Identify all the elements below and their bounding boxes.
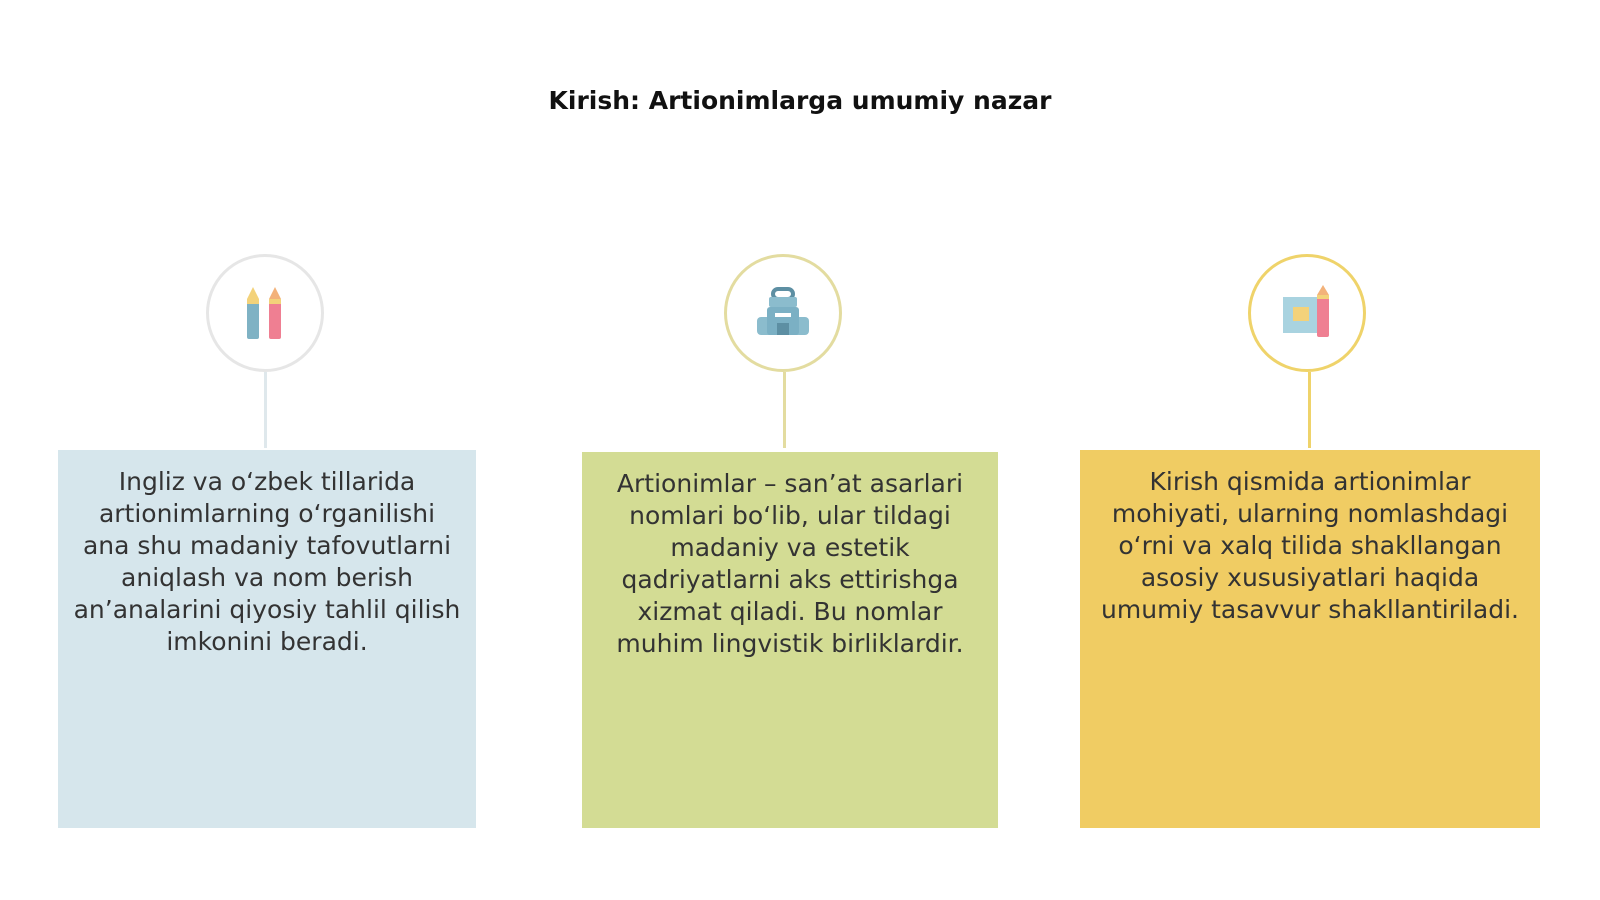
info-card <box>58 450 476 828</box>
backpack-icon <box>753 283 813 343</box>
connector-line <box>264 372 267 448</box>
canvas-pencil-icon <box>1277 283 1337 343</box>
canvas-pencil-icon-circle <box>1248 254 1366 372</box>
info-card <box>1080 450 1540 828</box>
connector-line <box>783 372 786 448</box>
info-card <box>582 452 998 828</box>
connector-line <box>1308 372 1311 448</box>
card-text: Ingliz va o‘zbek tillarida artionimlarning o‘rganilishi ana shu madaniy tafovutlarni aniqlash va nom berish an’analarini qiyosiy tahlil qilish imkonini beradi. <box>73 467 461 656</box>
card-text: Kirish qismida artionimlar mohiyati, ularning nomlashdagi o‘rni va xalq tilida shakllangan asosiy xususiyatlari haqida umumiy tasavvur shakllantiriladi. <box>1101 467 1519 624</box>
page-title: Kirish: Artionimlarga umumiy nazar <box>548 86 1052 115</box>
pencils-icon-circle <box>206 254 324 372</box>
backpack-icon-circle <box>724 254 842 372</box>
card-text: Artionimlar – san’at asarlari nomlari bo‘lib, ular tildagi madaniy va estetik qadriyatlarni aks ettirishga xizmat qiladi. Bu nomlar muhim lingvistik birliklardir. <box>616 469 964 658</box>
pencils-icon <box>237 281 293 345</box>
